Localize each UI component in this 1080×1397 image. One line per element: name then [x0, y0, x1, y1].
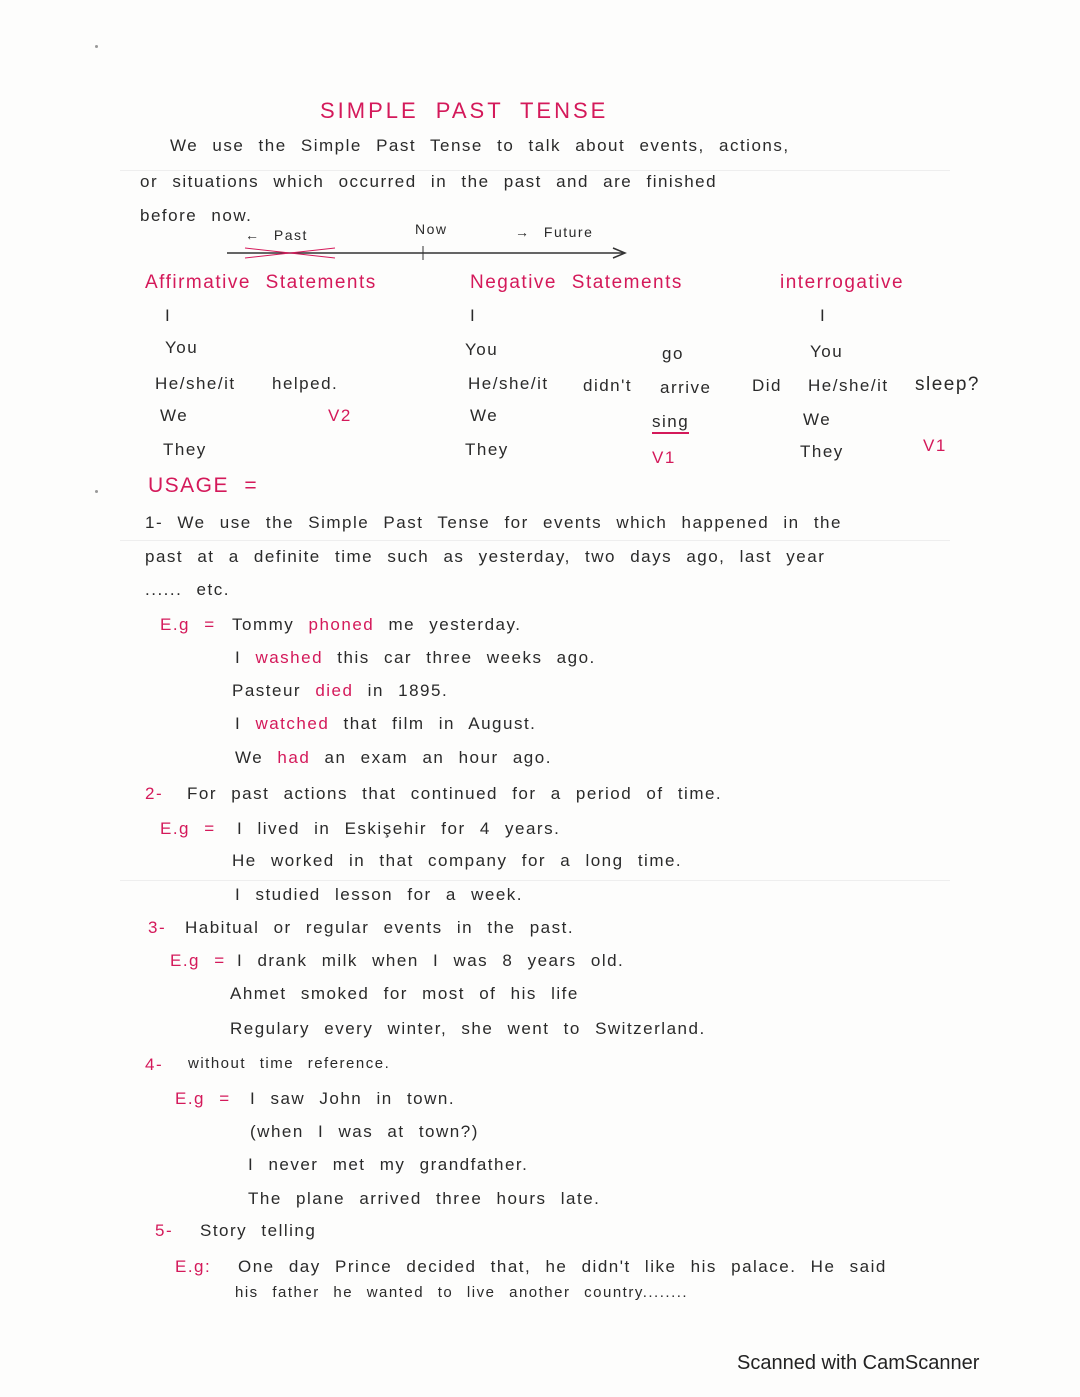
intro-line: We use the Simple Past Tense to talk about events, actions,	[170, 136, 790, 155]
usage-heading: USAGE =	[148, 474, 259, 497]
example-text: I studied lesson for a week.	[235, 885, 524, 904]
usage-1-text: ...... etc.	[145, 580, 230, 599]
usage-2-number: 2-	[145, 784, 164, 803]
subject: I	[470, 306, 477, 325]
example-text: an exam an hour ago.	[310, 748, 552, 767]
example-verb: had	[277, 748, 311, 767]
subject: I	[165, 306, 172, 325]
example-text: I	[235, 648, 256, 667]
example-verb: watched	[255, 714, 330, 733]
negative-verb: go	[662, 344, 684, 363]
subject: They	[465, 440, 509, 459]
intro-line: before now.	[140, 206, 253, 225]
timeline-arrow	[225, 245, 630, 261]
subject: We	[803, 410, 832, 429]
header-interrogative: interrogative	[780, 272, 905, 293]
timeline-past: ← Past	[245, 227, 308, 243]
scan-speck	[95, 45, 98, 48]
example-text: me yesterday.	[374, 615, 522, 634]
subject: He/she/it	[808, 376, 889, 395]
example-text: Ahmet smoked for most of his life	[230, 984, 579, 1003]
example	[235, 714, 536, 734]
usage-4-number: 4-	[145, 1055, 164, 1074]
usage-1-text: past at a definite time such as yesterday, two days ago, last year	[145, 547, 826, 566]
ruled-line	[120, 880, 950, 881]
subject: We	[160, 406, 189, 425]
header-affirmative: Affirmative Statements	[145, 272, 377, 293]
affirmative-verb: helped.	[272, 374, 339, 393]
usage-1-text: 1- We use the Simple Past Tense for events which happened in the	[145, 513, 842, 532]
example	[235, 648, 596, 668]
example-text: his father he wanted to live another country........	[235, 1284, 689, 1301]
example-text: I saw John in town.	[250, 1089, 456, 1108]
example-text: He worked in that company for a long time.	[232, 851, 683, 870]
usage-3-number: 3-	[148, 918, 167, 937]
scanner-watermark: Scanned with CamScanner	[737, 1352, 980, 1374]
subject: He/she/it	[155, 374, 236, 393]
example-verb: washed	[255, 648, 324, 667]
interrogative-aux: Did	[752, 376, 783, 395]
subject: They	[800, 442, 844, 461]
example-text: One day Prince decided that, he didn't like his palace. He said	[238, 1257, 887, 1276]
example-text: that film in August.	[329, 714, 537, 733]
example-text: in 1895.	[353, 681, 449, 700]
example-text: I	[235, 714, 256, 733]
verb-form-mark: V2	[328, 406, 352, 425]
example-text: I drank milk when I was 8 years old.	[237, 951, 625, 970]
example-text: (when I was at town?)	[250, 1122, 479, 1141]
subject: You	[810, 342, 844, 361]
example-text: The plane arrived three hours late.	[248, 1189, 601, 1208]
subject: He/she/it	[468, 374, 549, 393]
example-text: I lived in Eskişehir for 4 years.	[237, 819, 561, 838]
negative-verb: arrive	[660, 378, 712, 397]
timeline-now: Now	[415, 221, 448, 237]
ruled-line	[120, 540, 950, 541]
example-verb: died	[315, 681, 354, 700]
subject: You	[465, 340, 499, 359]
usage-3-text: Habitual or regular events in the past.	[185, 918, 575, 937]
usage-5-number: 5-	[155, 1221, 174, 1240]
example-text: We	[235, 748, 278, 767]
example-label: E.g =	[170, 951, 226, 970]
scan-speck	[95, 490, 98, 493]
example-text: I never met my grandfather.	[248, 1155, 529, 1174]
intro-line: or situations which occurred in the past and are finished	[140, 172, 718, 191]
subject: We	[470, 406, 499, 425]
negative-aux: didn't	[583, 376, 633, 395]
example-text: Regulary every winter, she went to Switzerland.	[230, 1019, 706, 1038]
example-label: E.g:	[175, 1257, 212, 1276]
example-text: Pasteur	[232, 681, 316, 700]
example-verb: phoned	[308, 615, 375, 634]
subject: I	[820, 306, 827, 325]
page-title: SIMPLE PAST TENSE	[320, 98, 609, 123]
subject: They	[163, 440, 207, 459]
timeline-future: → Future	[515, 224, 594, 240]
verb-form-mark: V1	[652, 448, 676, 467]
example-label: E.g =	[175, 1089, 231, 1108]
ruled-line	[120, 170, 950, 171]
usage-2-text: For past actions that continued for a period of time.	[187, 784, 723, 803]
example-text: Tommy	[232, 615, 309, 634]
example-text: this car three weeks ago.	[323, 648, 596, 667]
interrogative-verb: sleep?	[915, 374, 980, 395]
negative-verb: sing	[652, 412, 689, 434]
usage-5-text: Story telling	[200, 1221, 317, 1240]
verb-form-mark: V1	[923, 436, 947, 455]
example-label: E.g =	[160, 819, 216, 838]
usage-4-text: without time reference.	[188, 1055, 391, 1072]
example	[232, 681, 448, 701]
example	[235, 748, 552, 768]
header-negative: Negative Statements	[470, 272, 683, 293]
example-label: E.g =	[160, 615, 216, 634]
subject: You	[165, 338, 199, 357]
example	[232, 615, 521, 635]
